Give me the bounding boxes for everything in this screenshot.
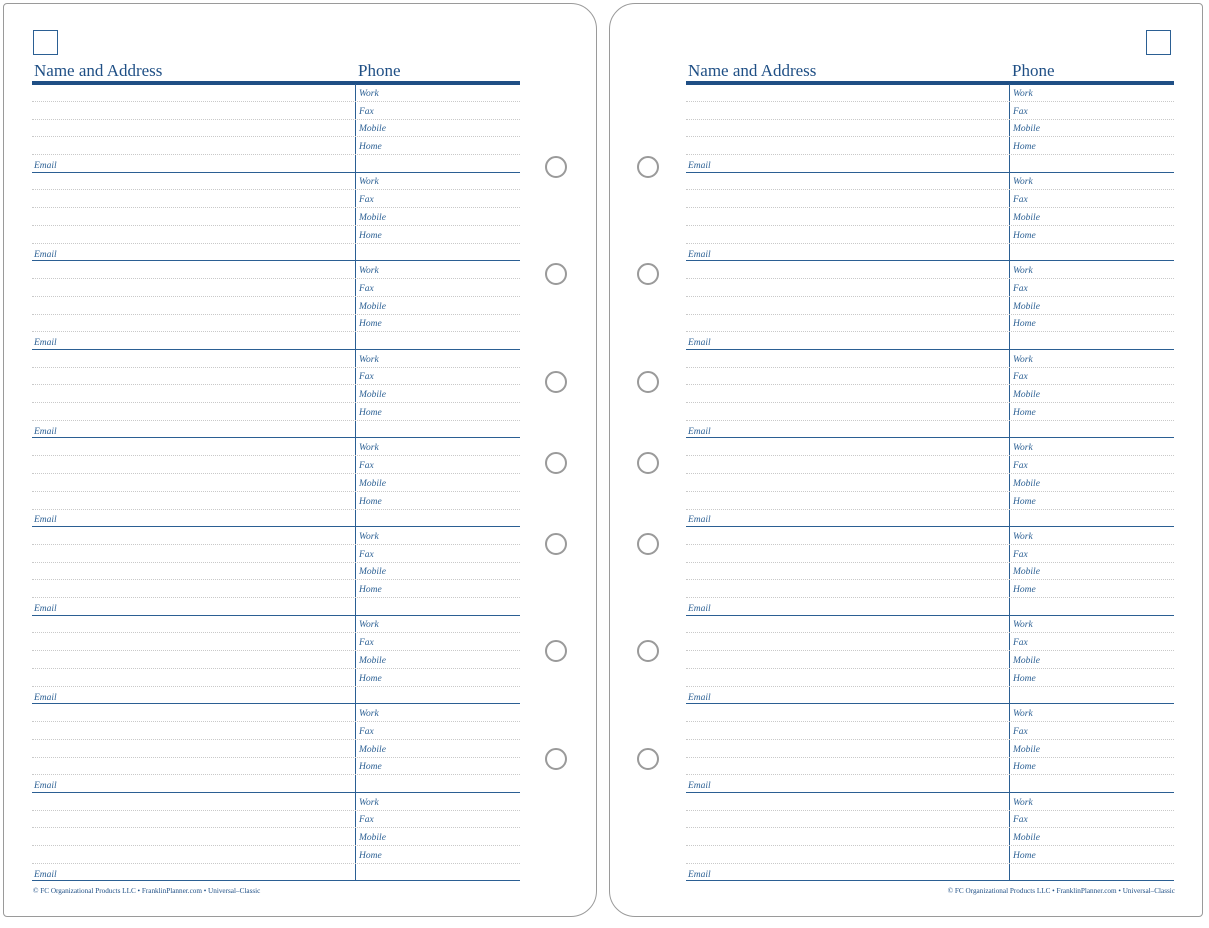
home-label: Home bbox=[359, 762, 382, 773]
contact-entry bbox=[686, 793, 1174, 882]
fax-line[interactable] bbox=[32, 102, 520, 120]
phone-heading: Phone bbox=[358, 61, 401, 80]
email-label: Email bbox=[688, 692, 711, 703]
contact-entry bbox=[32, 173, 520, 262]
mobile-label: Mobile bbox=[359, 212, 386, 223]
binder-hole bbox=[545, 533, 567, 555]
binder-hole bbox=[637, 452, 659, 474]
fax-label: Fax bbox=[1013, 106, 1028, 117]
work-line[interactable] bbox=[686, 704, 1174, 722]
mobile-line[interactable] bbox=[32, 651, 520, 669]
contact-entry bbox=[686, 350, 1174, 439]
work-label: Work bbox=[359, 797, 379, 808]
work-label: Work bbox=[1013, 265, 1033, 276]
home-label: Home bbox=[359, 142, 382, 153]
email-line[interactable] bbox=[686, 421, 1174, 439]
home-line[interactable] bbox=[686, 315, 1174, 333]
binder-hole bbox=[637, 533, 659, 555]
work-label: Work bbox=[1013, 177, 1033, 188]
mobile-label: Mobile bbox=[1013, 833, 1040, 844]
work-line[interactable] bbox=[32, 527, 520, 545]
work-label: Work bbox=[1013, 620, 1033, 631]
work-label: Work bbox=[359, 443, 379, 454]
mobile-label: Mobile bbox=[1013, 212, 1040, 223]
mobile-label: Mobile bbox=[1013, 567, 1040, 578]
home-label: Home bbox=[1013, 142, 1036, 153]
email-label: Email bbox=[688, 426, 711, 437]
email-label: Email bbox=[688, 160, 711, 171]
mobile-line[interactable] bbox=[686, 651, 1174, 669]
fax-label: Fax bbox=[359, 638, 374, 649]
work-label: Work bbox=[359, 708, 379, 719]
work-line[interactable] bbox=[686, 438, 1174, 456]
email-line[interactable] bbox=[686, 598, 1174, 616]
fax-line[interactable] bbox=[686, 811, 1174, 829]
contact-entry bbox=[686, 616, 1174, 705]
entries-list bbox=[686, 84, 1174, 881]
work-label: Work bbox=[1013, 797, 1033, 808]
fax-label: Fax bbox=[1013, 549, 1028, 560]
home-label: Home bbox=[359, 319, 382, 330]
mobile-line[interactable] bbox=[686, 474, 1174, 492]
contact-entry bbox=[32, 704, 520, 793]
fax-line[interactable] bbox=[686, 633, 1174, 651]
home-label: Home bbox=[1013, 585, 1036, 596]
mobile-line[interactable] bbox=[32, 385, 520, 403]
email-label: Email bbox=[34, 160, 57, 171]
fax-line[interactable] bbox=[686, 722, 1174, 740]
email-label: Email bbox=[34, 603, 57, 614]
mobile-label: Mobile bbox=[1013, 301, 1040, 312]
mobile-label: Mobile bbox=[359, 124, 386, 135]
home-line[interactable] bbox=[32, 846, 520, 864]
work-label: Work bbox=[359, 620, 379, 631]
home-line[interactable] bbox=[32, 669, 520, 687]
fax-line[interactable] bbox=[32, 633, 520, 651]
home-line[interactable] bbox=[686, 492, 1174, 510]
email-line[interactable] bbox=[32, 332, 520, 350]
work-label: Work bbox=[359, 265, 379, 276]
email-line[interactable] bbox=[686, 510, 1174, 528]
work-line[interactable] bbox=[686, 350, 1174, 368]
home-label: Home bbox=[1013, 407, 1036, 418]
email-line[interactable] bbox=[686, 687, 1174, 705]
fax-label: Fax bbox=[1013, 460, 1028, 471]
fax-line[interactable] bbox=[686, 279, 1174, 297]
mobile-label: Mobile bbox=[359, 744, 386, 755]
email-label: Email bbox=[34, 338, 57, 349]
fax-label: Fax bbox=[359, 372, 374, 383]
work-line[interactable] bbox=[32, 793, 520, 811]
home-line[interactable] bbox=[32, 758, 520, 776]
mobile-line[interactable] bbox=[686, 828, 1174, 846]
fax-label: Fax bbox=[1013, 283, 1028, 294]
fax-label: Fax bbox=[359, 195, 374, 206]
fax-line[interactable] bbox=[686, 102, 1174, 120]
work-line[interactable] bbox=[32, 261, 520, 279]
binder-hole bbox=[637, 748, 659, 770]
home-label: Home bbox=[359, 407, 382, 418]
contact-entry bbox=[686, 173, 1174, 262]
mobile-line[interactable] bbox=[32, 297, 520, 315]
work-label: Work bbox=[359, 177, 379, 188]
fax-label: Fax bbox=[1013, 815, 1028, 826]
mobile-line[interactable] bbox=[32, 828, 520, 846]
work-line[interactable] bbox=[32, 84, 520, 102]
fax-line[interactable] bbox=[686, 545, 1174, 563]
work-line[interactable] bbox=[32, 438, 520, 456]
work-line[interactable] bbox=[686, 84, 1174, 102]
home-label: Home bbox=[359, 230, 382, 241]
binder-hole bbox=[545, 640, 567, 662]
email-line[interactable] bbox=[32, 244, 520, 262]
fax-label: Fax bbox=[359, 106, 374, 117]
mobile-line[interactable] bbox=[32, 740, 520, 758]
email-line[interactable] bbox=[686, 864, 1174, 882]
binder-hole bbox=[637, 263, 659, 285]
fax-line[interactable] bbox=[686, 190, 1174, 208]
footer-copyright: © FC Organizational Products LLC • FranklinPlanner.com • Universal–Classic bbox=[33, 887, 261, 895]
mobile-line[interactable] bbox=[32, 120, 520, 138]
mobile-line[interactable] bbox=[686, 385, 1174, 403]
work-line[interactable] bbox=[32, 350, 520, 368]
binder-hole bbox=[545, 748, 567, 770]
email-label: Email bbox=[34, 869, 57, 880]
home-line[interactable] bbox=[686, 137, 1174, 155]
email-line[interactable] bbox=[686, 244, 1174, 262]
work-label: Work bbox=[1013, 708, 1033, 719]
column-header bbox=[32, 61, 520, 85]
email-line[interactable] bbox=[686, 155, 1174, 173]
home-label: Home bbox=[1013, 762, 1036, 773]
mobile-line[interactable] bbox=[686, 740, 1174, 758]
left-page bbox=[3, 3, 597, 917]
binder-hole bbox=[545, 371, 567, 393]
fax-line[interactable] bbox=[32, 545, 520, 563]
contact-entry bbox=[32, 84, 520, 173]
email-label: Email bbox=[34, 249, 57, 260]
home-line[interactable] bbox=[32, 580, 520, 598]
home-line[interactable] bbox=[686, 226, 1174, 244]
name-address-heading: Name and Address bbox=[34, 61, 163, 80]
mobile-label: Mobile bbox=[359, 478, 386, 489]
fax-line[interactable] bbox=[686, 456, 1174, 474]
home-line[interactable] bbox=[32, 226, 520, 244]
contact-entry bbox=[32, 616, 520, 705]
work-line[interactable] bbox=[686, 173, 1174, 191]
mobile-line[interactable] bbox=[32, 563, 520, 581]
binder-hole bbox=[545, 156, 567, 178]
fax-line[interactable] bbox=[32, 456, 520, 474]
email-label: Email bbox=[688, 869, 711, 880]
contact-entry bbox=[686, 84, 1174, 173]
fax-line[interactable] bbox=[32, 722, 520, 740]
contact-entry bbox=[686, 261, 1174, 350]
email-label: Email bbox=[688, 781, 711, 792]
work-label: Work bbox=[1013, 354, 1033, 365]
home-label: Home bbox=[359, 496, 382, 507]
work-label: Work bbox=[359, 531, 379, 542]
home-label: Home bbox=[359, 850, 382, 861]
mobile-line[interactable] bbox=[686, 297, 1174, 315]
mobile-label: Mobile bbox=[1013, 655, 1040, 666]
fax-label: Fax bbox=[1013, 638, 1028, 649]
home-line[interactable] bbox=[686, 669, 1174, 687]
email-line[interactable] bbox=[32, 775, 520, 793]
contact-entry bbox=[32, 350, 520, 439]
work-line[interactable] bbox=[686, 793, 1174, 811]
email-label: Email bbox=[34, 781, 57, 792]
email-line[interactable] bbox=[686, 775, 1174, 793]
mobile-label: Mobile bbox=[359, 833, 386, 844]
page-checkbox[interactable] bbox=[33, 30, 58, 55]
home-label: Home bbox=[1013, 496, 1036, 507]
home-label: Home bbox=[1013, 850, 1036, 861]
fax-label: Fax bbox=[359, 283, 374, 294]
home-line[interactable] bbox=[686, 758, 1174, 776]
work-label: Work bbox=[1013, 88, 1033, 99]
work-line[interactable] bbox=[32, 173, 520, 191]
contact-entry bbox=[686, 527, 1174, 616]
work-label: Work bbox=[1013, 531, 1033, 542]
email-line[interactable] bbox=[32, 864, 520, 882]
home-line[interactable] bbox=[32, 492, 520, 510]
home-line[interactable] bbox=[686, 580, 1174, 598]
email-line[interactable] bbox=[32, 421, 520, 439]
work-label: Work bbox=[359, 88, 379, 99]
home-line[interactable] bbox=[686, 846, 1174, 864]
contact-entry bbox=[32, 261, 520, 350]
column-header bbox=[686, 61, 1174, 85]
contact-entry bbox=[686, 704, 1174, 793]
email-label: Email bbox=[688, 515, 711, 526]
home-label: Home bbox=[359, 585, 382, 596]
home-label: Home bbox=[1013, 230, 1036, 241]
work-line[interactable] bbox=[686, 616, 1174, 634]
fax-label: Fax bbox=[359, 726, 374, 737]
fax-line[interactable] bbox=[32, 279, 520, 297]
home-line[interactable] bbox=[32, 315, 520, 333]
mobile-label: Mobile bbox=[359, 567, 386, 578]
fax-label: Fax bbox=[1013, 726, 1028, 737]
name-address-heading: Name and Address bbox=[688, 61, 817, 80]
work-line[interactable] bbox=[32, 616, 520, 634]
phone-heading: Phone bbox=[1012, 61, 1055, 80]
fax-label: Fax bbox=[359, 460, 374, 471]
email-label: Email bbox=[688, 603, 711, 614]
home-line[interactable] bbox=[32, 403, 520, 421]
fax-label: Fax bbox=[359, 815, 374, 826]
entries-list bbox=[32, 84, 520, 881]
work-line[interactable] bbox=[686, 527, 1174, 545]
right-page bbox=[609, 3, 1203, 917]
mobile-label: Mobile bbox=[1013, 744, 1040, 755]
contact-entry bbox=[686, 438, 1174, 527]
email-label: Email bbox=[34, 426, 57, 437]
mobile-line[interactable] bbox=[686, 120, 1174, 138]
mobile-label: Mobile bbox=[359, 390, 386, 401]
binder-hole bbox=[545, 263, 567, 285]
mobile-label: Mobile bbox=[359, 655, 386, 666]
binder-hole bbox=[545, 452, 567, 474]
contact-entry bbox=[32, 527, 520, 616]
mobile-label: Mobile bbox=[1013, 124, 1040, 135]
home-label: Home bbox=[1013, 319, 1036, 330]
work-line[interactable] bbox=[32, 704, 520, 722]
home-line[interactable] bbox=[686, 403, 1174, 421]
fax-line[interactable] bbox=[32, 190, 520, 208]
contact-entry bbox=[32, 793, 520, 882]
work-label: Work bbox=[359, 354, 379, 365]
mobile-line[interactable] bbox=[686, 563, 1174, 581]
email-label: Email bbox=[34, 692, 57, 703]
fax-line[interactable] bbox=[32, 811, 520, 829]
mobile-label: Mobile bbox=[1013, 478, 1040, 489]
fax-label: Fax bbox=[1013, 372, 1028, 383]
home-label: Home bbox=[1013, 673, 1036, 684]
email-line[interactable] bbox=[32, 510, 520, 528]
work-label: Work bbox=[1013, 443, 1033, 454]
email-label: Email bbox=[688, 338, 711, 349]
email-line[interactable] bbox=[32, 687, 520, 705]
email-line[interactable] bbox=[32, 155, 520, 173]
email-label: Email bbox=[688, 249, 711, 260]
fax-line[interactable] bbox=[686, 368, 1174, 386]
mobile-label: Mobile bbox=[359, 301, 386, 312]
work-line[interactable] bbox=[686, 261, 1174, 279]
email-label: Email bbox=[34, 515, 57, 526]
binder-hole bbox=[637, 640, 659, 662]
email-line[interactable] bbox=[686, 332, 1174, 350]
fax-label: Fax bbox=[359, 549, 374, 560]
fax-label: Fax bbox=[1013, 195, 1028, 206]
email-line[interactable] bbox=[32, 598, 520, 616]
mobile-line[interactable] bbox=[686, 208, 1174, 226]
binder-hole bbox=[637, 371, 659, 393]
mobile-label: Mobile bbox=[1013, 390, 1040, 401]
home-label: Home bbox=[359, 673, 382, 684]
fax-line[interactable] bbox=[32, 368, 520, 386]
mobile-line[interactable] bbox=[32, 208, 520, 226]
page-checkbox[interactable] bbox=[1146, 30, 1171, 55]
footer-copyright: © FC Organizational Products LLC • FranklinPlanner.com • Universal–Classic bbox=[947, 887, 1175, 895]
home-line[interactable] bbox=[32, 137, 520, 155]
binder-hole bbox=[637, 156, 659, 178]
mobile-line[interactable] bbox=[32, 474, 520, 492]
contact-entry bbox=[32, 438, 520, 527]
